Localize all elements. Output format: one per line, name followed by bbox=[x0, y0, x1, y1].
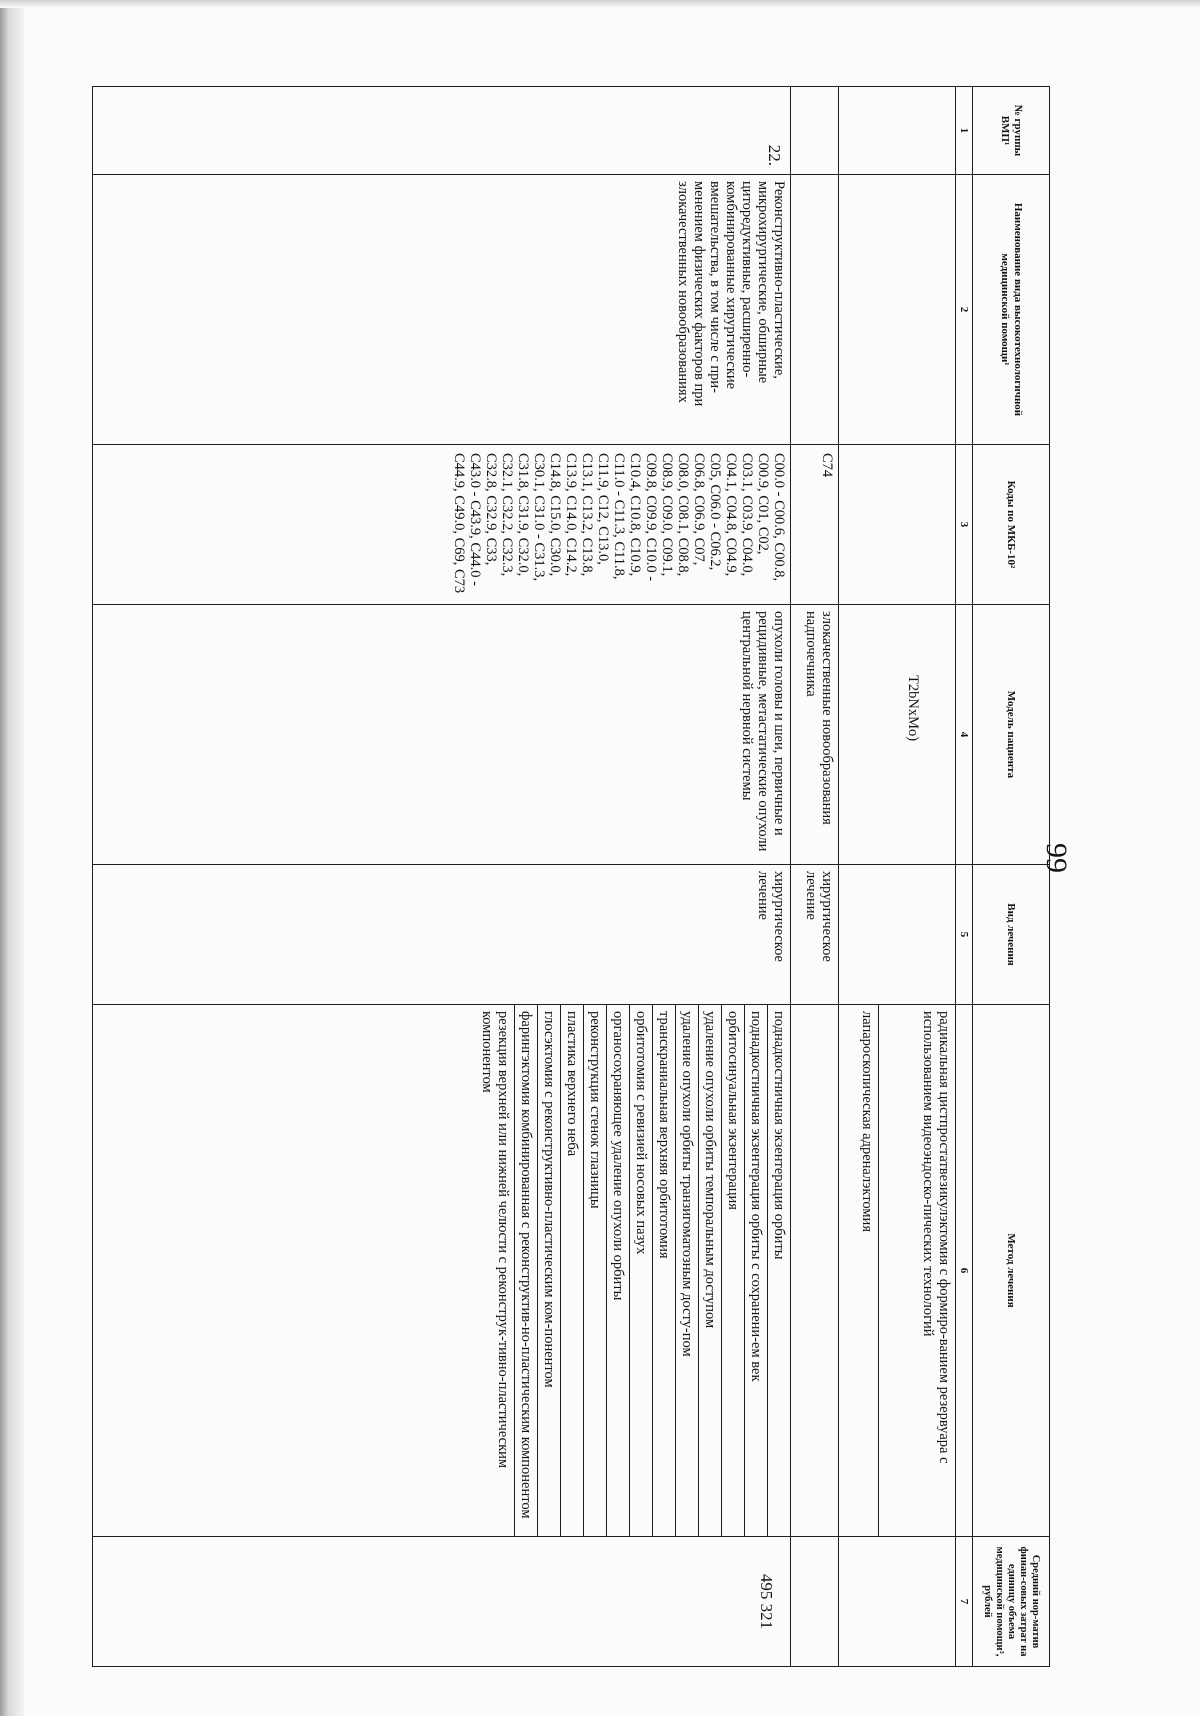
header-icd-codes: Коды по МКБ-10² bbox=[973, 445, 1050, 605]
treatment-type-cell bbox=[791, 865, 839, 1005]
column-number: 3 bbox=[956, 445, 973, 605]
treatment-method: лапароскопическая адреналэктомия bbox=[859, 1011, 875, 1232]
treatment-method: фарингэктомия комбинированная с реконструктив-но-пластическим компонентом bbox=[514, 1005, 537, 1536]
empty-cell bbox=[839, 445, 956, 605]
empty-cell bbox=[791, 1537, 839, 1667]
patient-model-cell bbox=[93, 605, 791, 865]
treatment-method: глосэктомия с реконструктивно-пластическим ком-понентом bbox=[537, 1005, 560, 1536]
group-number-cell bbox=[93, 87, 791, 175]
header-patient-model: Модель пациента bbox=[973, 605, 1050, 865]
column-number-row bbox=[956, 87, 973, 1667]
treatment-method: орбитотомия с ревизией носовых пазух bbox=[629, 1005, 652, 1536]
method-list-cell bbox=[93, 1005, 791, 1537]
column-number: 4 bbox=[956, 605, 973, 865]
table-row bbox=[93, 87, 791, 1667]
treatment-method: удаление опухоли орбиты темпоральным доступом bbox=[698, 1005, 721, 1536]
care-type-cell bbox=[93, 175, 791, 445]
page-number: 99 bbox=[1040, 843, 1073, 873]
header-average-cost: Средний нор-матив финан-совых затрат на единицу объема медицинской помощи³, рублей bbox=[973, 1537, 1050, 1667]
patient-model-cell bbox=[791, 605, 839, 865]
treatment-type-cell bbox=[93, 865, 791, 1005]
column-number: 2 bbox=[956, 175, 973, 445]
treatment-method: резекция верхней или нижней челюсти с реконструк-тивно-пластическим компонентом bbox=[479, 1011, 511, 1469]
empty-cell bbox=[839, 87, 956, 175]
average-cost-cell bbox=[93, 1537, 791, 1667]
column-number: 5 bbox=[956, 865, 973, 1005]
treatment-method: пластика верхнего неба bbox=[560, 1005, 583, 1536]
scan-top-edge bbox=[0, 0, 1200, 8]
header-treatment-method: Метод лечения bbox=[973, 1005, 1050, 1537]
average-cost: 495 321 bbox=[757, 1573, 776, 1630]
patient-model: опухоли головы и шеи, первичные и рецидивные, метастатические опухоли центральной нервной системы bbox=[739, 611, 787, 852]
scan-edge bbox=[0, 0, 24, 1716]
treatment-type: хирургическое лечение bbox=[803, 871, 835, 962]
table-row bbox=[791, 87, 839, 1667]
column-number: 1 bbox=[956, 87, 973, 175]
column-number: 7 bbox=[956, 1537, 973, 1667]
empty-cell bbox=[839, 1537, 956, 1667]
treatment-method: поднадкостничная экзентерация орбиты bbox=[767, 1005, 790, 1536]
empty-cell bbox=[839, 175, 956, 445]
header-treatment-type: Вид лечения bbox=[973, 865, 1050, 1005]
treatment-method: удаление опухоли орбиты транзигоматозным досту-пом bbox=[675, 1005, 698, 1536]
column-number: 6 bbox=[956, 1005, 973, 1537]
empty-cell bbox=[791, 87, 839, 175]
care-type-name: Реконструктивно-пластические, микрохирургические, обширные циторедуктивные, расширенно-комбинированные хирургические вмешательства, в том числе с при-менением физических факторов при злокачественных новообразованиях bbox=[675, 181, 787, 407]
header-group-number: № группы ВМП¹ bbox=[973, 87, 1050, 175]
treatment-type: хирургическое лечение bbox=[755, 871, 787, 962]
icd-codes: C74 bbox=[819, 453, 835, 478]
vmp-table bbox=[92, 86, 1050, 1667]
treatment-method: транскраниальная верхняя орбитотомия bbox=[652, 1005, 675, 1536]
empty-cell bbox=[791, 1005, 839, 1537]
patient-model: T2bNxMo) bbox=[905, 675, 921, 742]
treatment-method: радикальная цистпростатвезикулэктомия с формиро-ванием резервуара с использованием видеоэндоско-пических технологий bbox=[878, 1005, 955, 1536]
empty-cell bbox=[839, 865, 956, 1005]
icd-codes: C00.0 - C00.6, C00.8, C00.9, C01, C02, C03.1, C03.9, C04.0, C04.1, C04.8, C04.9, C05, C06.0 - C06.2, C06.8, C06.9, C07, C08.0, C08.1, C08.8, C08.9, C09.0, C09.1, C09.8, C09.9, C10.0 - C10.4, C10.8, C10.9, C11.0 - C11.3, C11.8, C11.9, C12, C13.0, C13.1, C13.2, C13.8, C13.9, C14.0, C14.2, C14.8, C15.0, C30.0, C30.1, C31.0 - C31.3, C31.8, C31.9, C32.0, C32.1, C32.2, C32.3, C32.8, C32.9, C33, C43.0 - C43.9, C44.0 - C44.9, C49.0, C69, C73 bbox=[451, 453, 787, 594]
treatment-method: реконструкция стенок глазницы bbox=[583, 1005, 606, 1536]
empty-cell bbox=[791, 175, 839, 445]
rotated-page bbox=[92, 86, 1050, 1666]
table-row bbox=[839, 87, 956, 1667]
patient-model: злокачественные новообразования надпочечника bbox=[803, 611, 835, 825]
header-row bbox=[973, 87, 1050, 1667]
group-number: 22. bbox=[765, 144, 784, 166]
icd-codes-cell bbox=[93, 445, 791, 605]
empty-cell bbox=[839, 605, 956, 865]
treatment-method: орбитосинуальная экзентерация bbox=[721, 1005, 744, 1536]
icd-codes-cell bbox=[791, 445, 839, 605]
header-care-type: Наименование вида высокотехнологичной медицинской помощи¹ bbox=[973, 175, 1050, 445]
treatment-method: органосохраняющее удаление опухоли орбиты bbox=[606, 1005, 629, 1536]
method-cell bbox=[839, 1005, 956, 1537]
treatment-method: поднадкостничная экзентерация орбиты с сохранени-ем век bbox=[744, 1005, 767, 1536]
